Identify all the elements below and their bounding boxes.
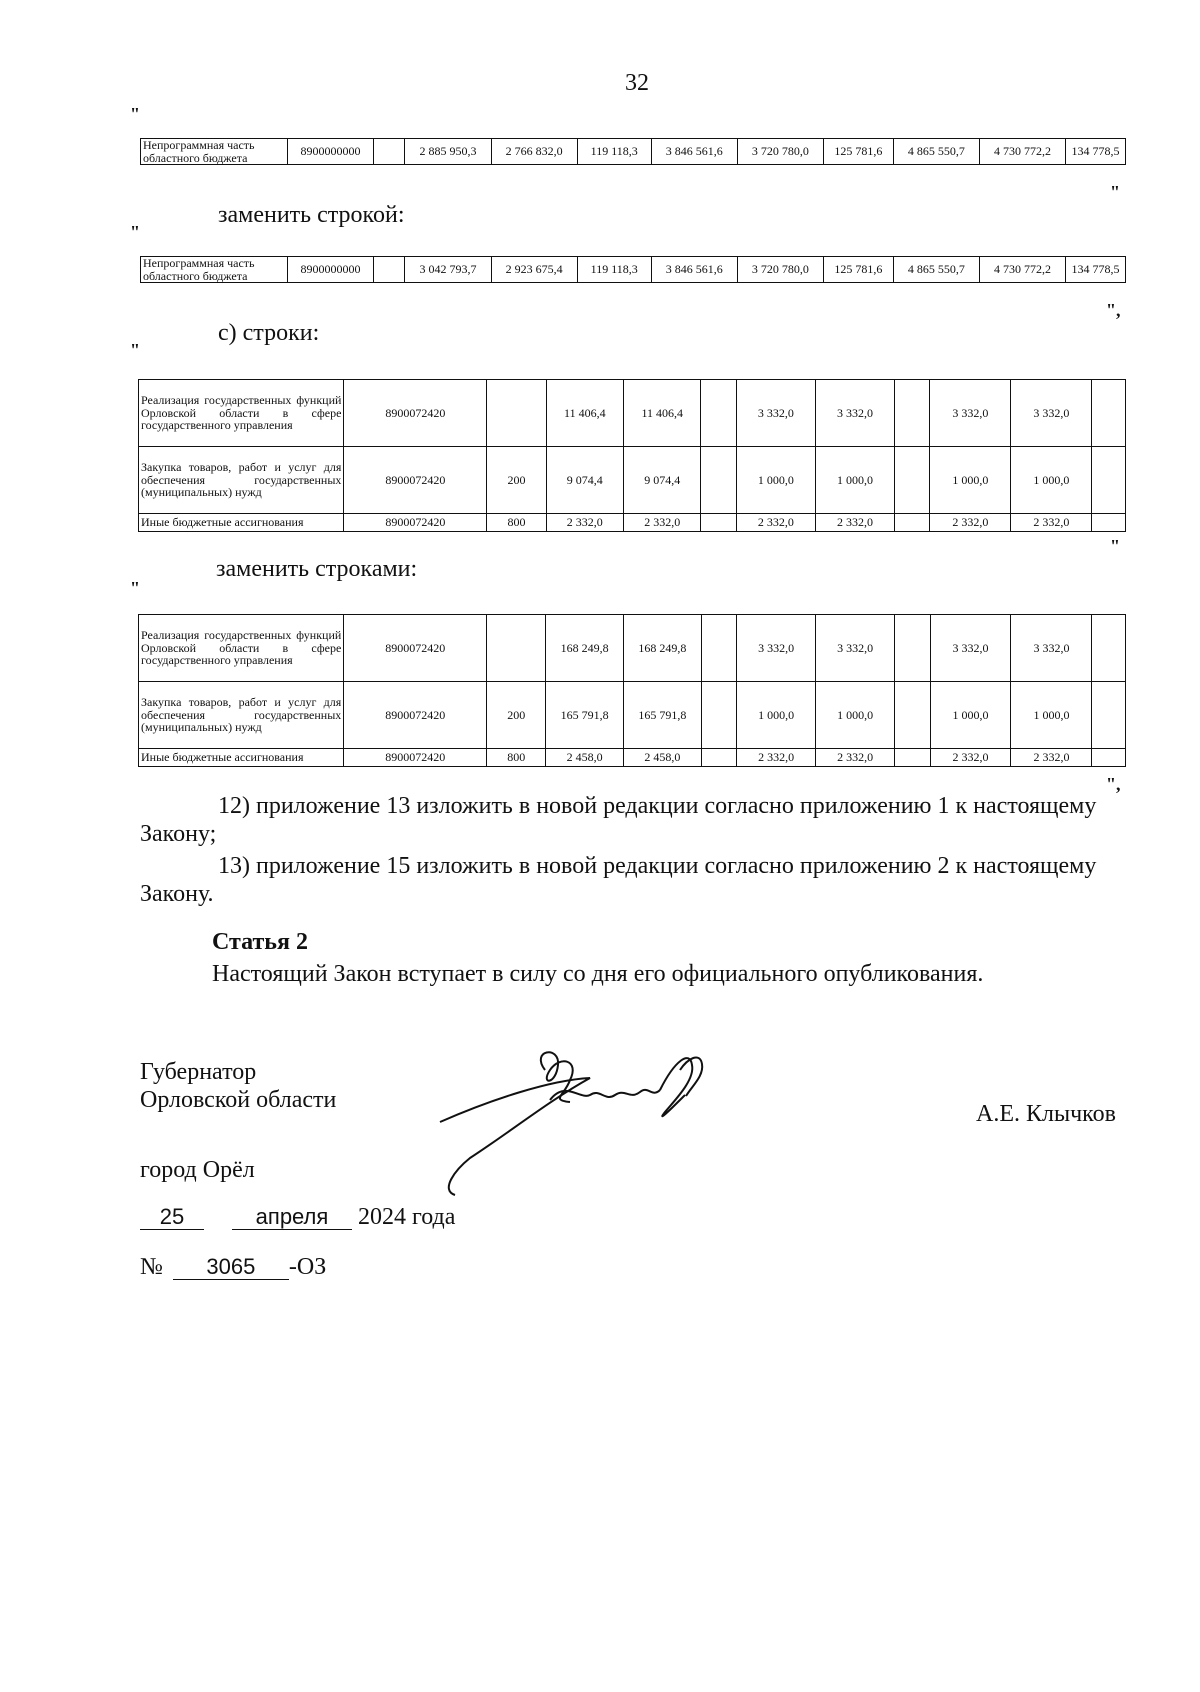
value-cell: 3 332,0 xyxy=(815,380,894,447)
value-cell: 3 846 561,6 xyxy=(651,139,737,165)
value-cell: 165 791,8 xyxy=(546,682,624,749)
governor-name: А.Е. Клычков xyxy=(976,1101,1116,1127)
table-replacement-row xyxy=(140,256,1126,283)
value-cell xyxy=(1092,447,1126,514)
value-cell: 1 000,0 xyxy=(1011,447,1092,514)
article-title: Статья 2 xyxy=(212,929,308,955)
value-cell xyxy=(895,749,930,767)
value-cell: 3 332,0 xyxy=(736,380,815,447)
row-vr xyxy=(487,615,546,682)
value-cell xyxy=(1092,682,1126,749)
value-cell: 2 332,0 xyxy=(815,514,894,532)
row-code: 8900072420 xyxy=(344,615,487,682)
value-cell: 2 923 675,4 xyxy=(491,257,577,283)
value-cell: 2 332,0 xyxy=(737,749,816,767)
item-12-line-2: Закону; xyxy=(140,821,217,847)
governor-title-line-2: Орловской области xyxy=(140,1087,337,1113)
quote-open: " xyxy=(130,104,140,124)
value-cell: 2 885 950,3 xyxy=(405,139,491,165)
value-cell xyxy=(701,682,736,749)
row-vr: 200 xyxy=(487,447,546,514)
value-cell xyxy=(895,380,930,447)
value-cell: 134 778,5 xyxy=(1066,257,1126,283)
row-vr xyxy=(374,139,405,165)
value-cell: 2 766 832,0 xyxy=(491,139,577,165)
value-cell xyxy=(701,615,736,682)
value-cell xyxy=(701,514,736,532)
table-row xyxy=(139,615,1126,682)
value-cell: 9 074,4 xyxy=(624,447,701,514)
value-cell: 119 118,3 xyxy=(577,257,651,283)
law-number: 3065 xyxy=(173,1255,289,1280)
row-code: 8900000000 xyxy=(287,257,373,283)
value-cell: 119 118,3 xyxy=(577,139,651,165)
value-cell: 3 042 793,7 xyxy=(405,257,491,283)
city: город Орёл xyxy=(140,1157,255,1183)
row-vr: 800 xyxy=(487,749,546,767)
replace-with-row-text: заменить строкой: xyxy=(218,202,405,228)
value-cell: 1 000,0 xyxy=(930,682,1011,749)
row-code: 8900072420 xyxy=(344,514,487,532)
value-cell: 3 332,0 xyxy=(1011,380,1092,447)
table-original-row xyxy=(140,138,1126,165)
row-name: Иные бюджетные ассигнования xyxy=(139,749,344,767)
table-row xyxy=(139,447,1126,514)
value-cell: 4 730 772,2 xyxy=(979,139,1065,165)
item-13-line-1: 13) приложение 15 изложить в новой редакции согласно приложению 2 к настоящему xyxy=(218,853,1097,879)
value-cell: 3 720 780,0 xyxy=(737,139,823,165)
value-cell: 168 249,8 xyxy=(624,615,702,682)
article-text: Настоящий Закон вступает в силу со дня его официального опубликования. xyxy=(212,961,984,987)
value-cell: 3 332,0 xyxy=(930,615,1011,682)
value-cell xyxy=(701,380,736,447)
value-cell: 125 781,6 xyxy=(823,139,893,165)
value-cell: 3 332,0 xyxy=(1011,615,1092,682)
page-number: 32 xyxy=(625,70,649,96)
row-vr xyxy=(487,380,546,447)
row-name: Непрограммная часть областного бюджета xyxy=(141,139,288,165)
row-code: 8900072420 xyxy=(344,749,487,767)
row-vr xyxy=(374,257,405,283)
value-cell: 2 332,0 xyxy=(546,514,623,532)
value-cell: 2 332,0 xyxy=(1011,749,1092,767)
value-cell: 168 249,8 xyxy=(546,615,624,682)
row-name: Иные бюджетные ассигнования xyxy=(139,514,344,532)
quote-close-comma: ", xyxy=(1106,774,1121,794)
value-cell: 1 000,0 xyxy=(930,447,1011,514)
quote-open: " xyxy=(130,222,140,242)
value-cell: 2 332,0 xyxy=(930,749,1011,767)
value-cell: 125 781,6 xyxy=(823,257,893,283)
quote-close: " xyxy=(1110,536,1120,556)
row-name: Закупка товаров, работ и услуг для обеспечения государственных (муниципальных) нужд xyxy=(139,682,344,749)
value-cell: 1 000,0 xyxy=(737,682,816,749)
value-cell: 11 406,4 xyxy=(624,380,701,447)
value-cell: 2 332,0 xyxy=(816,749,895,767)
date-day: 25 xyxy=(140,1205,204,1230)
quote-close: " xyxy=(1110,182,1120,202)
value-cell xyxy=(895,447,930,514)
number-sign: № xyxy=(140,1254,163,1280)
date-line xyxy=(140,1204,455,1231)
replace-with-rows-text: заменить строками: xyxy=(216,556,418,582)
row-code: 8900000000 xyxy=(287,139,373,165)
value-cell xyxy=(1092,514,1126,532)
value-cell: 2 458,0 xyxy=(624,749,702,767)
row-name: Непрограммная часть областного бюджета xyxy=(141,257,288,283)
value-cell xyxy=(701,749,736,767)
value-cell: 1 000,0 xyxy=(736,447,815,514)
value-cell: 4 865 550,7 xyxy=(893,257,979,283)
value-cell: 1 000,0 xyxy=(816,682,895,749)
value-cell xyxy=(1092,615,1126,682)
value-cell: 3 332,0 xyxy=(816,615,895,682)
value-cell: 3 720 780,0 xyxy=(737,257,823,283)
table-old-rows xyxy=(138,379,1126,532)
value-cell xyxy=(895,682,930,749)
row-name: Закупка товаров, работ и услуг для обеспечения государственных (муниципальных) нужд xyxy=(139,447,344,514)
value-cell: 2 332,0 xyxy=(736,514,815,532)
value-cell: 9 074,4 xyxy=(546,447,623,514)
value-cell: 11 406,4 xyxy=(546,380,623,447)
row-name: Реализация государственных функций Орловской области в сфере государственного управления xyxy=(139,380,344,447)
governor-title-line-1: Губернатор xyxy=(140,1059,257,1085)
table-row xyxy=(139,682,1126,749)
row-vr: 800 xyxy=(487,514,546,532)
signature-image xyxy=(430,1040,720,1200)
value-cell xyxy=(1092,380,1126,447)
value-cell: 3 846 561,6 xyxy=(651,257,737,283)
item-13-line-2: Закону. xyxy=(140,881,214,907)
row-code: 8900072420 xyxy=(344,380,487,447)
value-cell: 2 332,0 xyxy=(1011,514,1092,532)
item-12-line-1: 12) приложение 13 изложить в новой редакции согласно приложению 1 к настоящему xyxy=(218,793,1097,819)
value-cell: 1 000,0 xyxy=(1011,682,1092,749)
value-cell: 2 458,0 xyxy=(546,749,624,767)
from-rows-text: с) строки: xyxy=(218,320,320,346)
value-cell: 3 332,0 xyxy=(930,380,1011,447)
value-cell xyxy=(1092,749,1126,767)
value-cell: 4 730 772,2 xyxy=(979,257,1065,283)
value-cell: 3 332,0 xyxy=(737,615,816,682)
value-cell xyxy=(895,615,930,682)
table-row xyxy=(139,380,1126,447)
value-cell xyxy=(895,514,930,532)
value-cell: 4 865 550,7 xyxy=(893,139,979,165)
law-number-suffix: -ОЗ xyxy=(288,1254,327,1280)
quote-close-comma: ", xyxy=(1106,300,1121,320)
value-cell: 2 332,0 xyxy=(930,514,1011,532)
value-cell: 134 778,5 xyxy=(1066,139,1126,165)
date-year: 2024 года xyxy=(358,1204,456,1230)
quote-open: " xyxy=(130,340,140,360)
quote-open: " xyxy=(130,578,140,598)
value-cell: 1 000,0 xyxy=(815,447,894,514)
value-cell xyxy=(701,447,736,514)
table-row xyxy=(139,749,1126,767)
value-cell: 2 332,0 xyxy=(624,514,701,532)
row-code: 8900072420 xyxy=(344,447,487,514)
table-row xyxy=(139,514,1126,532)
row-name: Реализация государственных функций Орловской области в сфере государственного управления xyxy=(139,615,344,682)
table-new-rows xyxy=(138,614,1126,767)
value-cell: 165 791,8 xyxy=(624,682,702,749)
date-month: апреля xyxy=(232,1205,352,1230)
row-code: 8900072420 xyxy=(344,682,487,749)
row-vr: 200 xyxy=(487,682,546,749)
law-number-line xyxy=(140,1254,326,1281)
